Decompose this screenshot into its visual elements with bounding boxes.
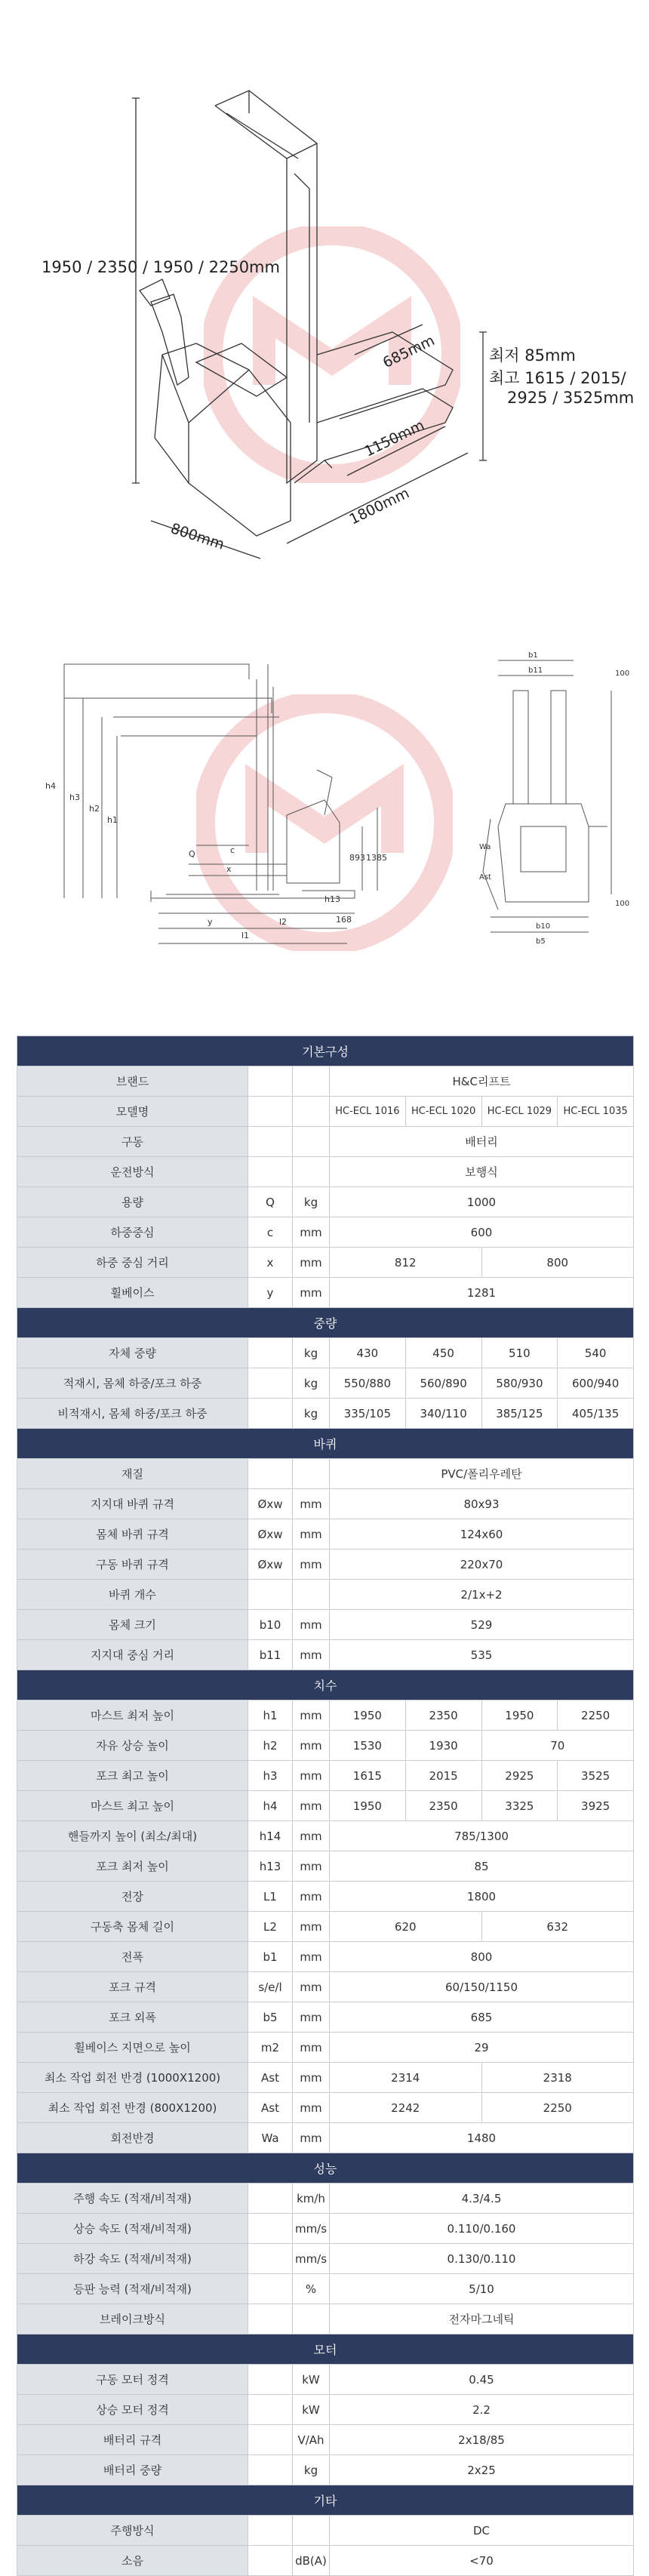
fork-min-label: 최저 85mm [489,346,576,365]
row-unit: mm [293,1700,330,1731]
table-row [17,1248,634,1278]
row-unit [293,1066,330,1097]
value-cell: 2.2 [330,2395,634,2425]
row-label: 구동 [17,1127,248,1157]
row-symbol: c [248,1217,293,1248]
row-symbol [248,2184,293,2214]
row-unit: mm [293,2033,330,2063]
row-label: 하강 속도 (적재/비적재) [17,2244,248,2274]
table-row [17,1912,634,1942]
row-symbol: L2 [248,1912,293,1942]
table-row [17,1519,634,1550]
value-cell: 335/105 [330,1399,406,1429]
row-symbol [248,2425,293,2455]
value-cell: 540 [558,1338,634,1368]
row-symbol [248,1399,293,1429]
value-cell: 3925 [558,1791,634,1821]
row-unit: mm [293,1912,330,1942]
table-row [17,1217,634,1248]
section-header-row [17,1308,634,1338]
value-cell: PVC/폴리우레탄 [330,1459,634,1489]
table-row [17,1368,634,1399]
value-cell: 1800 [330,1882,634,1912]
value-cell: 2/1x+2 [330,1580,634,1610]
svg-text:Ast: Ast [479,873,491,882]
height-dimension-label: 1950 / 2350 / 1950 / 2250mm [42,258,280,276]
row-label: 마스트 최저 높이 [17,1700,248,1731]
row-label: 배터리 중량 [17,2455,248,2485]
row-label: 배터리 규격 [17,2425,248,2455]
value-cell: 1950 [481,1700,558,1731]
table-row [17,1187,634,1217]
value-cell: 1950 [330,1700,406,1731]
row-unit: km/h [293,2184,330,2214]
row-unit: mm [293,1248,330,1278]
table-row [17,2123,634,2153]
row-label: 하중 중심 거리 [17,1248,248,1278]
value-cell: 535 [330,1640,634,1670]
row-unit: mm [293,1821,330,1851]
table-row [17,2516,634,2546]
row-label: 모델명 [17,1097,248,1127]
value-cell: 620 [330,1912,482,1942]
value-cell: 2242 [330,2093,482,2123]
row-label: 몸체 크기 [17,1610,248,1640]
row-label: 지지대 중심 거리 [17,1640,248,1670]
fork-length-label: 1150mm [361,417,427,460]
svg-text:b1: b1 [528,651,538,660]
length-dimension-label: 1800mm [346,485,412,528]
row-unit: kg [293,1399,330,1429]
plan-view-drawing [475,645,641,962]
value-cell: 5/10 [330,2274,634,2304]
row-symbol: h3 [248,1761,293,1791]
row-symbol: x [248,1248,293,1278]
row-symbol: h14 [248,1821,293,1851]
row-symbol [248,2274,293,2304]
row-unit [293,1097,330,1127]
row-symbol [248,1368,293,1399]
value-cell: 1281 [330,1278,634,1308]
svg-text:100: 100 [615,900,630,908]
value-cell: 1950 [330,1791,406,1821]
svg-text:l2: l2 [279,917,288,927]
table-row [17,1580,634,1610]
row-symbol: b10 [248,1610,293,1640]
row-unit [293,1127,330,1157]
row-unit: mm [293,1217,330,1248]
svg-text:l1: l1 [241,931,250,940]
value-cell: 2250 [481,2093,634,2123]
row-label: 바퀴 개수 [17,1580,248,1610]
svg-text:Q: Q [189,849,195,859]
row-symbol: Øxw [248,1550,293,1580]
section-title: 기타 [17,2485,634,2516]
row-unit: mm [293,2093,330,2123]
row-unit: mm [293,1791,330,1821]
svg-text:h1: h1 [107,815,118,825]
table-row [17,1489,634,1519]
value-cell: 3525 [558,1761,634,1791]
table-row [17,1097,634,1127]
svg-text:h3: h3 [69,792,80,802]
value-cell: 0.45 [330,2365,634,2395]
row-unit: mm [293,1882,330,1912]
row-label: 자유 상승 높이 [17,1731,248,1761]
row-symbol [248,2365,293,2395]
section-title: 모터 [17,2334,634,2365]
row-symbol [248,2304,293,2334]
row-symbol [248,1580,293,1610]
row-unit: mm [293,1972,330,2002]
value-cell: 2318 [481,2063,634,2093]
table-row [17,2093,634,2123]
table-row [17,2304,634,2334]
table-row [17,2425,634,2455]
row-label: 휠베이스 [17,1278,248,1308]
svg-text:b11: b11 [528,666,543,675]
row-label: 상승 속도 (적재/비적재) [17,2214,248,2244]
value-cell: 450 [405,1338,481,1368]
value-cell: 812 [330,1248,482,1278]
row-unit: V/Ah [293,2425,330,2455]
row-unit: mm [293,1761,330,1791]
row-symbol: Ast [248,2063,293,2093]
row-symbol: L1 [248,1882,293,1912]
row-symbol: h2 [248,1731,293,1761]
value-cell: 2925 [481,1761,558,1791]
row-label: 자체 중량 [17,1338,248,1368]
value-cell: 550/880 [330,1368,406,1399]
row-unit: mm [293,1610,330,1640]
row-label: 적재시, 몸체 하중/포크 하중 [17,1368,248,1399]
svg-text:168: 168 [336,915,352,925]
row-symbol [248,2546,293,2576]
value-cell: H&C리프트 [330,1066,634,1097]
row-symbol: s/e/l [248,1972,293,2002]
row-unit [293,2516,330,2546]
svg-text:h2: h2 [89,804,100,814]
row-label: 핸들까지 높이 (최소/최대) [17,1821,248,1851]
section-header-row [17,2485,634,2516]
row-symbol [248,1338,293,1368]
row-label: 등판 능력 (적재/비적재) [17,2274,248,2304]
row-label: 용량 [17,1187,248,1217]
row-unit: mm [293,1731,330,1761]
value-cell: 2350 [405,1791,481,1821]
value-cell: 785/1300 [330,1821,634,1851]
value-cell: HC-ECL 1029 [481,1097,558,1127]
value-cell: HC-ECL 1020 [405,1097,481,1127]
row-symbol [248,2516,293,2546]
row-label: 주행방식 [17,2516,248,2546]
table-row [17,1640,634,1670]
table-row [17,1821,634,1851]
row-symbol: m2 [248,2033,293,2063]
row-symbol [248,1459,293,1489]
value-cell: DC [330,2516,634,2546]
value-cell: 1000 [330,1187,634,1217]
value-cell: 340/110 [405,1399,481,1429]
row-symbol: b5 [248,2002,293,2033]
row-unit: kg [293,1368,330,1399]
section-header-row [17,1429,634,1459]
section-header-row [17,2153,634,2184]
section-header-row [17,2334,634,2365]
row-symbol: Øxw [248,1489,293,1519]
svg-text:100: 100 [615,669,630,678]
table-row [17,2455,634,2485]
row-symbol [248,2455,293,2485]
row-unit: kW [293,2365,330,2395]
row-unit [293,1459,330,1489]
value-cell: 1930 [405,1731,481,1761]
row-unit [293,1580,330,1610]
row-label: 브레이크방식 [17,2304,248,2334]
row-symbol [248,1157,293,1187]
value-cell: 60/150/1150 [330,1972,634,2002]
row-unit: mm [293,2002,330,2033]
table-row [17,2214,634,2244]
row-label: 구동 바퀴 규격 [17,1550,248,1580]
table-row [17,1157,634,1187]
value-cell: 1615 [330,1761,406,1791]
row-label: 소음 [17,2546,248,2576]
row-label: 하중중심 [17,1217,248,1248]
section-header-row [17,1670,634,1700]
fork-span-label: 685mm [380,332,438,371]
row-label: 회전반경 [17,2123,248,2153]
row-unit: mm [293,1489,330,1519]
value-cell: 4.3/4.5 [330,2184,634,2214]
row-unit [293,2304,330,2334]
value-cell: 529 [330,1610,634,1640]
table-row [17,1338,634,1368]
row-unit: kW [293,2395,330,2425]
row-label: 마스트 최고 높이 [17,1791,248,1821]
row-label: 운전방식 [17,1157,248,1187]
row-label: 브랜드 [17,1066,248,1097]
table-row [17,1127,634,1157]
row-symbol: Q [248,1187,293,1217]
row-label: 몸체 바퀴 규격 [17,1519,248,1550]
value-cell: 600 [330,1217,634,1248]
table-row [17,2002,634,2033]
row-unit: kg [293,1187,330,1217]
row-label: 포크 규격 [17,1972,248,2002]
value-cell: 0.110/0.160 [330,2214,634,2244]
table-row [17,2033,634,2063]
table-row [17,1761,634,1791]
row-unit: mm/s [293,2214,330,2244]
svg-text:1385: 1385 [366,853,387,863]
value-cell: 800 [481,1248,634,1278]
value-cell: 전자마그네틱 [330,2304,634,2334]
value-cell: 1530 [330,1731,406,1761]
row-unit: mm/s [293,2244,330,2274]
row-symbol [248,1097,293,1127]
row-symbol: Øxw [248,1519,293,1550]
row-label: 최소 작업 회전 반경 (800X1200) [17,2093,248,2123]
row-unit: mm [293,1942,330,1972]
svg-text:y: y [208,917,213,927]
value-cell: 632 [481,1912,634,1942]
row-unit: mm [293,1851,330,1882]
value-cell: 2250 [558,1700,634,1731]
section-title: 바퀴 [17,1429,634,1459]
row-symbol: Ast [248,2093,293,2123]
section-title: 중량 [17,1308,634,1338]
value-cell: 85 [330,1851,634,1882]
table-row [17,1066,634,1097]
row-symbol: h4 [248,1791,293,1821]
row-symbol [248,2214,293,2244]
svg-text:893: 893 [349,853,365,863]
svg-text:x: x [226,864,232,874]
spec-table [17,1036,634,2576]
row-unit [293,1157,330,1187]
row-label: 전폭 [17,1942,248,1972]
row-label: 주행 속도 (적재/비적재) [17,2184,248,2214]
value-cell: 580/930 [481,1368,558,1399]
row-label: 포크 최고 높이 [17,1761,248,1791]
table-row [17,1972,634,2002]
table-row [17,1399,634,1429]
table-row [17,2395,634,2425]
row-symbol: b11 [248,1640,293,1670]
row-symbol: h13 [248,1851,293,1882]
value-cell: 2x18/85 [330,2425,634,2455]
value-cell: <70 [330,2546,634,2576]
value-cell: 80x93 [330,1489,634,1519]
svg-text:b5: b5 [536,937,546,946]
row-symbol [248,2244,293,2274]
table-row [17,2063,634,2093]
table-row [17,1791,634,1821]
value-cell: 385/125 [481,1399,558,1429]
table-row [17,2365,634,2395]
fork-max-label-1: 최고 1615 / 2015/ [489,369,626,387]
row-label: 비적재시, 몸체 하중/포크 하중 [17,1399,248,1429]
value-cell: 430 [330,1338,406,1368]
value-cell: 2314 [330,2063,482,2093]
row-label: 포크 최저 높이 [17,1851,248,1882]
row-label: 구동 모터 정격 [17,2365,248,2395]
row-symbol [248,1127,293,1157]
section-title: 치수 [17,1670,634,1700]
row-label: 휠베이스 지면으로 높이 [17,2033,248,2063]
value-cell: 3325 [481,1791,558,1821]
table-row [17,1278,634,1308]
table-row [17,1550,634,1580]
row-unit: mm [293,1550,330,1580]
table-row [17,1851,634,1882]
svg-text:Wa: Wa [479,843,491,851]
table-row [17,1942,634,1972]
row-unit: % [293,2274,330,2304]
row-unit: mm [293,1519,330,1550]
row-symbol: y [248,1278,293,1308]
value-cell: 600/940 [558,1368,634,1399]
table-row [17,2274,634,2304]
fork-max-label-2: 2925 / 3525mm [507,389,635,407]
table-row [17,2546,634,2576]
value-cell: 405/135 [558,1399,634,1429]
table-row [17,1700,634,1731]
row-label: 최소 작업 회전 반경 (1000X1200) [17,2063,248,2093]
row-unit: mm [293,2123,330,2153]
value-cell: 124x60 [330,1519,634,1550]
row-symbol: b1 [248,1942,293,1972]
value-cell: 70 [481,1731,634,1761]
svg-text:h4: h4 [45,781,56,791]
value-cell: 보행식 [330,1157,634,1187]
row-symbol: Wa [248,2123,293,2153]
value-cell: 800 [330,1942,634,1972]
row-label: 재질 [17,1459,248,1489]
value-cell: 560/890 [405,1368,481,1399]
row-unit: kg [293,2455,330,2485]
row-label: 상승 모터 정격 [17,2395,248,2425]
value-cell: 배터리 [330,1127,634,1157]
row-unit: mm [293,2063,330,2093]
row-label: 포크 외폭 [17,2002,248,2033]
row-symbol: h1 [248,1700,293,1731]
value-cell: 510 [481,1338,558,1368]
svg-text:c: c [230,845,235,855]
value-cell: 2x25 [330,2455,634,2485]
table-row [17,2244,634,2274]
value-cell: 685 [330,2002,634,2033]
row-symbol [248,2395,293,2425]
row-label: 구동축 몸체 길이 [17,1912,248,1942]
table-row [17,1882,634,1912]
table-row [17,1610,634,1640]
value-cell: 2015 [405,1761,481,1791]
value-cell: 0.130/0.110 [330,2244,634,2274]
value-cell: 2350 [405,1700,481,1731]
row-unit: dB(A) [293,2546,330,2576]
table-row [17,1459,634,1489]
value-cell: 220x70 [330,1550,634,1580]
svg-text:h13: h13 [324,894,340,904]
value-cell: 29 [330,2033,634,2063]
row-symbol [248,1066,293,1097]
value-cell: HC-ECL 1035 [558,1097,634,1127]
stacker-isometric-drawing [0,0,649,589]
row-unit: mm [293,1640,330,1670]
value-cell: 1480 [330,2123,634,2153]
section-title: 성능 [17,2153,634,2184]
row-label: 지지대 바퀴 규격 [17,1489,248,1519]
table-row [17,1731,634,1761]
width-dimension-label: 800mm [168,520,226,553]
row-unit: mm [293,1278,330,1308]
row-unit: kg [293,1338,330,1368]
table-row [17,2184,634,2214]
section-header-row [17,1036,634,1066]
svg-text:b10: b10 [536,922,551,931]
value-cell: HC-ECL 1016 [330,1097,406,1127]
section-title: 기본구성 [17,1036,634,1066]
row-label: 전장 [17,1882,248,1912]
